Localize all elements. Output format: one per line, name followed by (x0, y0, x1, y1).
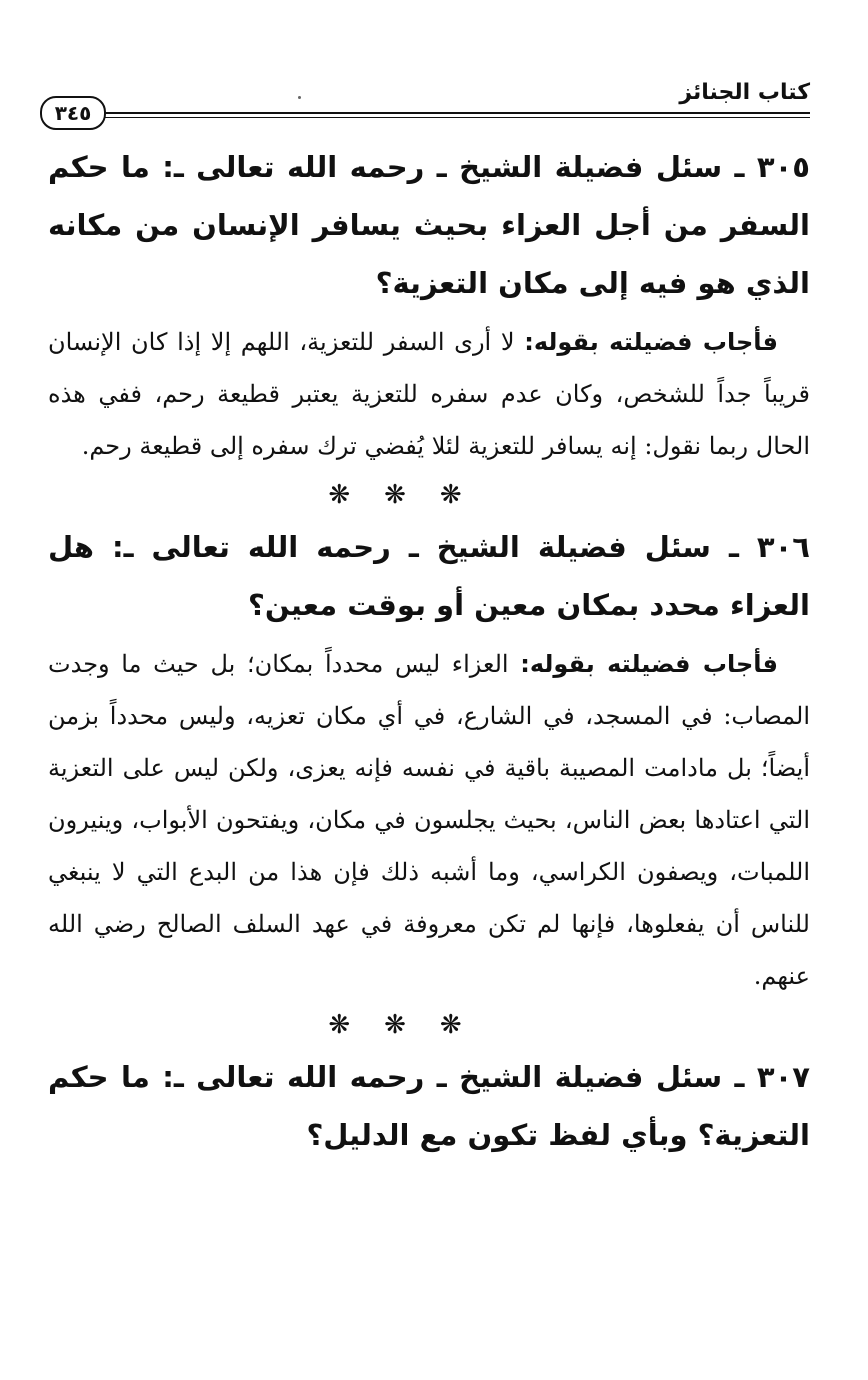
answer-text: العزاء ليس محدداً بمكان؛ بل حيث ما وجدت المصاب: في المسجد، في الشارع، في أي مكان تعزيه، وليس محدداً بزمن أيضاً؛ بل مادامت المصيبة باقية في نفسه فإنه يعزى، ولكن ليس على التعزية التي اعتادها بعض الناس، بحيث يجلسون في مكان، ويفتحون الأبواب، وينيرون اللمبات، ويصفون الكراسي، وما أشبه ذلك فإن هذا من البدع التي لا ينبغي للناس أن يفعلوها، فإنها لم تكن معروفة في عهد السلف الصالح رضي الله عنهم. (48, 650, 810, 990)
print-speck (298, 96, 301, 99)
question-number: ٣٠٧ (756, 1060, 810, 1094)
answer-306 (48, 638, 810, 1002)
running-header (40, 72, 810, 125)
question-307 (48, 1048, 810, 1164)
book-title: كتاب الجنائز (679, 80, 810, 105)
answer-305 (48, 316, 810, 472)
answer-lead: فأجاب فضيلته بقوله: (520, 650, 778, 678)
section-separator: ❋❋❋ (328, 480, 496, 510)
question-305 (48, 138, 810, 312)
answer-text: لا أرى السفر للتعزية، اللهم إلا إذا كان الإنسان قريباً جداً للشخص، وكان عدم سفره للتعزية يعتبر قطيعة رحم، ففي هذه الحال ربما نقول: إنه يسافر للتعزية لئلا يُفضي ترك سفره إلى قطيعة رحم. (48, 328, 810, 460)
question-text: ـ سئل فضيلة الشيخ ـ رحمه الله تعالى ـ: ما حكم السفر من أجل العزاء بحيث يسافر الإنسان من مكانه الذي هو فيه إلى مكان التعزية؟ (48, 150, 810, 300)
page-number: ٣٤٥ (40, 96, 106, 130)
question-number: ٣٠٥ (756, 150, 810, 184)
header-rule (98, 112, 810, 118)
question-text: ـ سئل فضيلة الشيخ ـ رحمه الله تعالى ـ: ما حكم التعزية؟ وبأي لفظ تكون مع الدليل؟ (48, 1060, 810, 1152)
page-content (48, 138, 810, 1164)
question-306 (48, 518, 810, 634)
question-text: ـ سئل فضيلة الشيخ ـ رحمه الله تعالى ـ: هل العزاء محدد بمكان معين أو بوقت معين؟ (48, 530, 810, 622)
section-separator: ❋❋❋ (328, 1010, 496, 1040)
answer-lead: فأجاب فضيلته بقوله: (524, 328, 779, 356)
question-number: ٣٠٦ (756, 530, 810, 564)
